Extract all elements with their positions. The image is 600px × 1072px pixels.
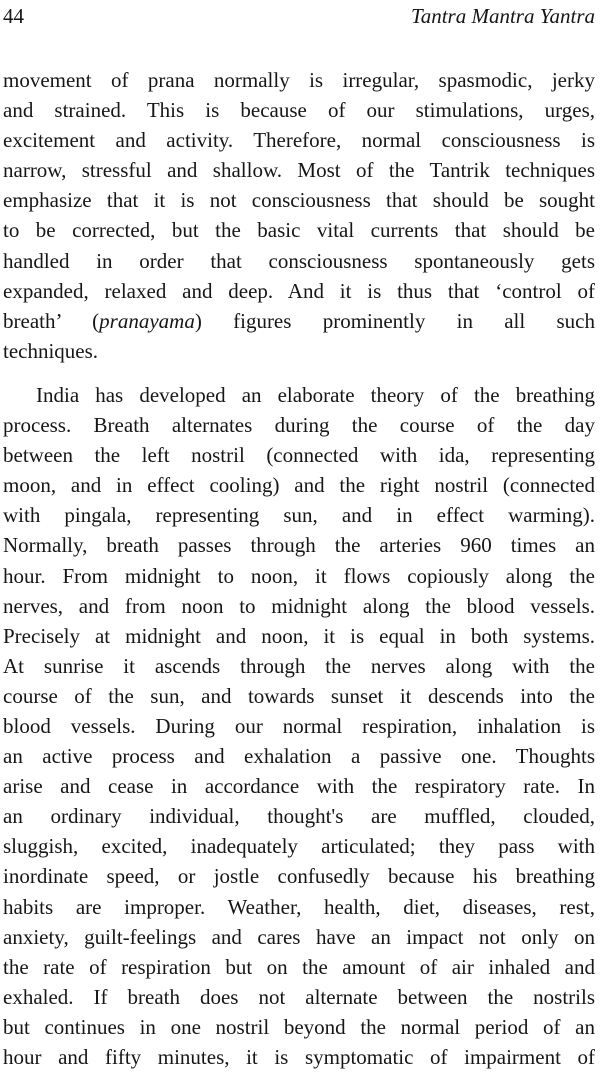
text-line: Precisely at midnight and noon, it is equal in both systems. [3, 623, 595, 648]
text-line: process. Breath alternates during the course of the day [3, 413, 595, 438]
text-line: hour. From midnight to noon, it flows copiously along the [3, 563, 595, 588]
paragraph-2 [3, 380, 595, 1072]
text-line: inordinate speed, or jostle confusedly because his breathing [3, 864, 595, 889]
text-line: moon, and in effect cooling) and the right nostril (connected [3, 473, 595, 498]
text-line: nerves, and from noon to midnight along the blood vessels. [3, 593, 595, 618]
text-line: exhaled. If breath does not alternate between the nostrils [3, 984, 595, 1009]
page-header [3, 2, 595, 30]
text-line: movement of prana normally is irregular, spasmodic, jerky [3, 68, 595, 92]
text-line: expanded, relaxed and deep. And it is thus that ‘control of [3, 278, 595, 303]
text-line: an active process and exhalation a passive one. Thoughts [3, 744, 595, 769]
text-line: blood vessels. During our normal respiration, inhalation is [3, 713, 595, 738]
text-line: habits are improper. Weather, health, diet, diseases, rest, [3, 894, 595, 919]
paragraph-1 [3, 65, 595, 366]
text-line: sluggish, excited, inadequately articulated; they pass with [3, 834, 595, 859]
text-line: with pingala, representing sun, and in effect warming). [3, 503, 595, 528]
text-line: arise and cease in accordance with the respiratory rate. In [3, 774, 595, 799]
italic-term-pranayama: pranayama [99, 308, 195, 333]
text-line-with-italic [3, 306, 595, 336]
body-text [3, 65, 595, 1072]
text-line: to be corrected, but the basic vital currents that should be [3, 218, 595, 243]
line-segment: breath’ ( [3, 308, 100, 333]
text-line: course of the sun, and towards sunset it descends into the [3, 683, 595, 708]
text-line: India has developed an elaborate theory of the breathing [36, 382, 595, 407]
text-line: At sunrise it ascends through the nerves along with the [3, 653, 595, 678]
text-line: handled in order that consciousness spontaneously gets [3, 248, 595, 273]
text-line: and strained. This is because of our stimulations, urges, [3, 98, 595, 123]
line-segment: ) figures prominently in all such [194, 308, 595, 333]
text-line: an ordinary individual, thought's are muffled, clouded, [3, 804, 595, 829]
text-line: anxiety, guilt-feelings and cares have an impact not only on [3, 924, 595, 949]
text-line: hour and fifty minutes, it is symptomatic of impairment of [3, 1045, 595, 1069]
text-line: Normally, breath passes through the arteries 960 times an [3, 533, 595, 558]
text-line: but continues in one nostril beyond the normal period of an [3, 1014, 595, 1039]
text-line: narrow, stressful and shallow. Most of the Tantrik techniques [3, 158, 595, 183]
text-line: excitement and activity. Therefore, normal consciousness is [3, 128, 595, 153]
text-line: techniques. [3, 338, 99, 363]
running-title: Tantra Mantra Yantra [410, 4, 595, 28]
text-line: the rate of respiration but on the amount of air inhaled and [3, 954, 595, 979]
text-line: emphasize that it is not consciousness that should be sought [3, 188, 595, 213]
text-line: between the left nostril (connected with ida, representing [3, 443, 595, 468]
page-number: 44 [3, 4, 24, 28]
